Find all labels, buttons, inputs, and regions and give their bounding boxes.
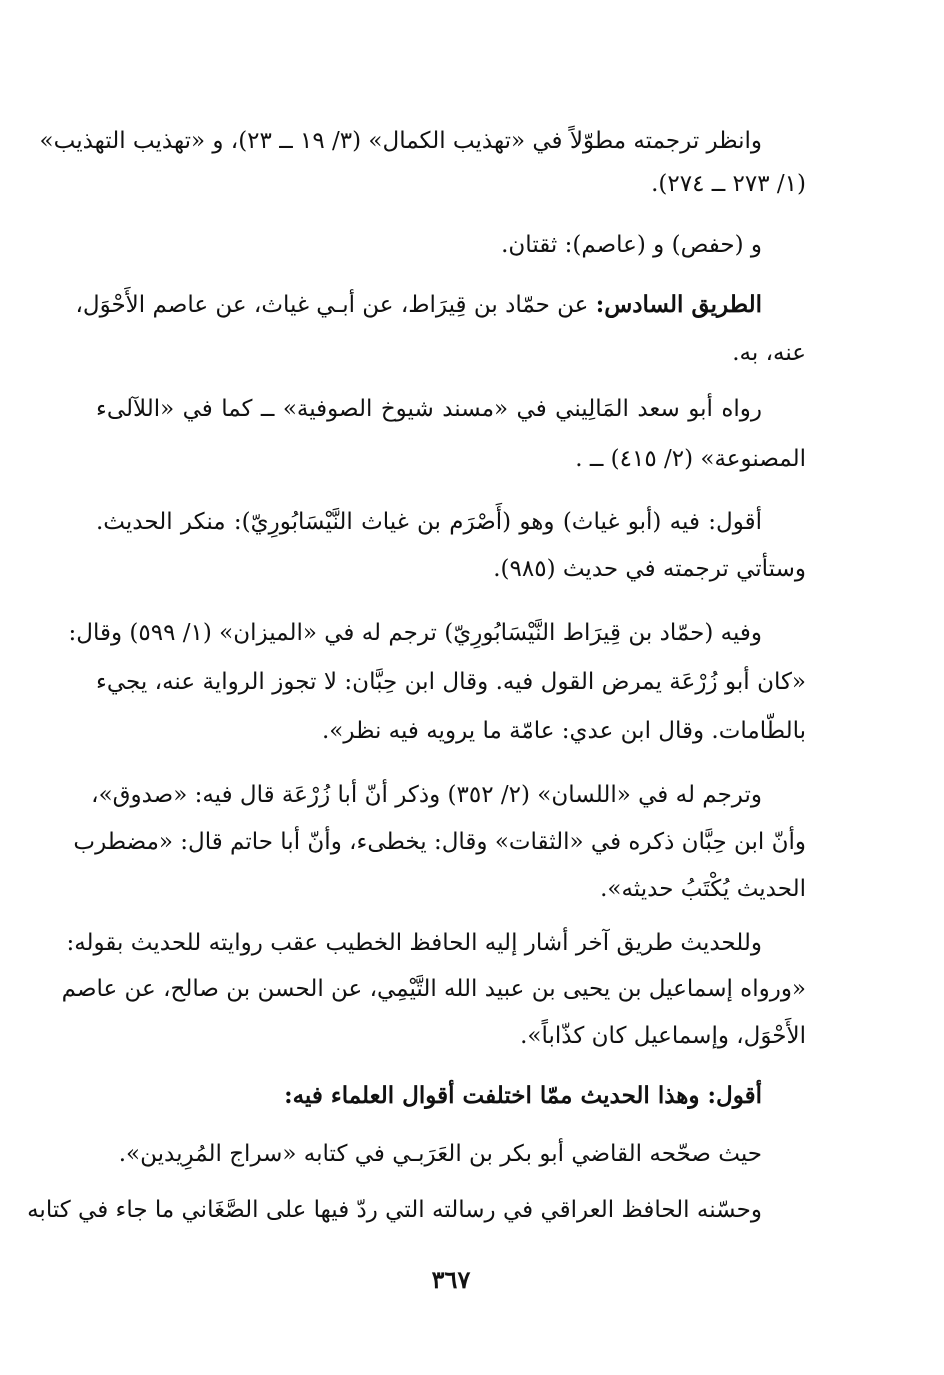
text-line: رواه أبو سعد المَالِيني في «مسند شيوخ الصوفية» ــ كما في «اللآلىء [96,396,762,422]
text-line: عنه، به. [732,340,806,366]
text-line: وستأتي ترجمته في حديث (٩٨٥). [493,556,806,582]
text-line-bold: أقول: وهذا الحديث ممّا اختلفت أقوال العلماء فيه: [284,1082,762,1109]
text-span: عن حمّاد بن قِيرَاط، عن أبـي غياث، عن عاصم الأَحْوَل، [75,292,596,318]
text-line [75,288,806,322]
text-line: و (حفص) و (عاصم): ثقتان. [501,232,762,258]
page-number: ٣٦٧ [431,1265,471,1294]
text-line: (١/ ٢٧٣ ــ ٢٧٤). [651,171,806,197]
text-line: «ورواه إسماعيل بن يحيى بن عبيد الله التَّيْمِي، عن الحسن بن صالح، عن عاصم [61,976,806,1002]
text-line: وأنّ ابن حِبَّان ذكره في «الثقات» وقال: يخطىء، وأنّ أبا حاتم قال: «مضطرب [73,829,806,855]
text-line: وانظر ترجمته مطوّلاً في «تهذيب الكمال» (٣/ ١٩ ــ ٢٣)، و «تهذيب التهذيب» [39,128,762,154]
text-line: بالطّامات. وقال ابن عدي: عامّة ما يرويه فيه نظر». [322,718,806,744]
text-line: حيث صحّحه القاضي أبو بكر بن العَرَبـي في كتابه «سراج المُرِيدين». [118,1141,762,1167]
text-line: وحسّنه الحافظ العراقي في رسالته التي ردّ فيها على الصَّغَاني ما جاء في كتابه [27,1197,762,1223]
section-heading: الطريق السادس: [595,291,762,318]
text-line: الأَحْوَل، وإسماعيل كان كذّاباً». [520,1023,806,1049]
text-line: أقول: فيه (أبو غياث) وهو (أَصْرَم بن غياث النَّيْسَابُورِيّ): منكر الحديث. [96,509,762,535]
text-line: «كان أبو زُرْعَة يمرض القول فيه. وقال ابن حِبَّان: لا تجوز الرواية عنه، يجيء [96,669,806,695]
text-line: الحديث يُكْتَبُ حديثه». [600,876,806,902]
text-line: وترجم له في «اللسان» (٢/ ٣٥٢) وذكر أنّ أبا زُرْعَة قال فيه: «صدوق»، [91,782,762,808]
page-text-area [27,0,806,1375]
text-line: المصنوعة» (٢/ ٤١٥) ــ . [575,446,806,472]
text-line: وللحديث طريق آخر أشار إليه الحافظ الخطيب عقب روايته للحديث بقوله: [66,930,762,956]
text-line: وفيه (حمّاد بن قِيرَاط النَّيْسَابُورِيّ) ترجم له في «الميزان» (١/ ٥٩٩) وقال: [68,620,762,646]
